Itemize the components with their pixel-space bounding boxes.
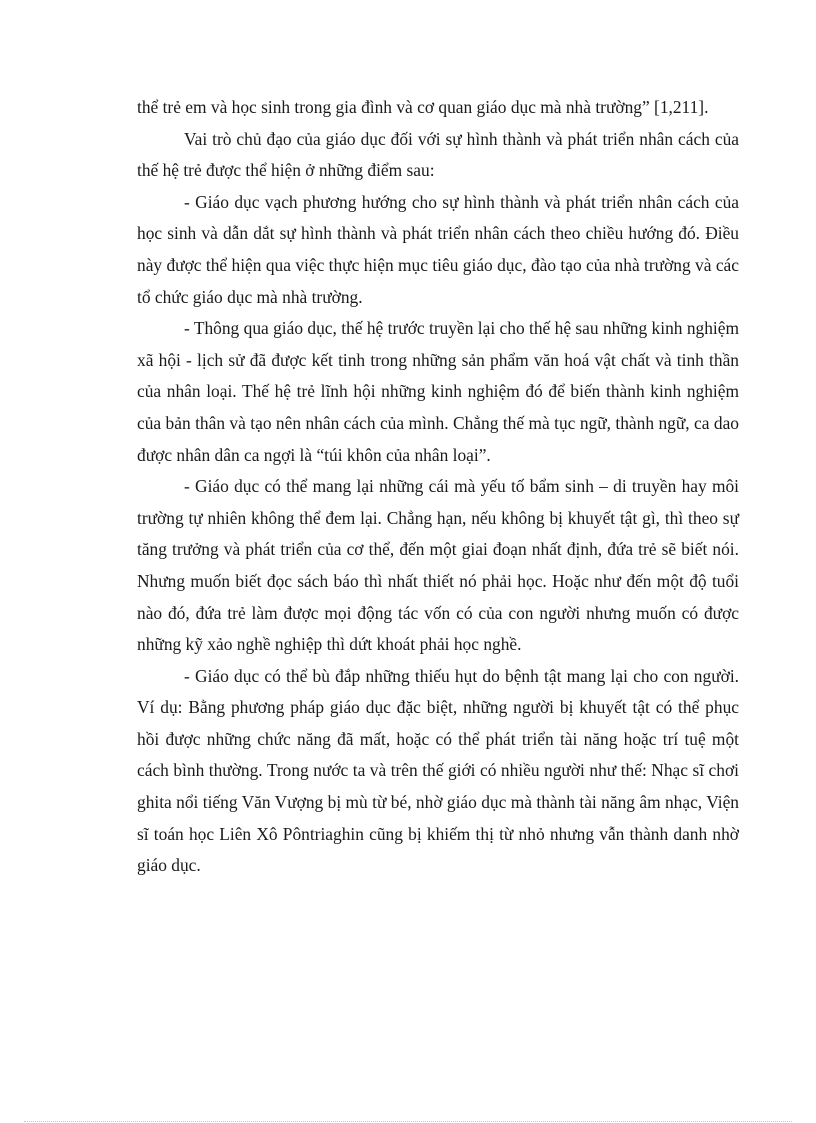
paragraph-continuation: thể trẻ em và học sinh trong gia đình và cơ quan giáo dục mà nhà trường” [1,211]. [137, 97, 709, 117]
paragraph-compensation: - Giáo dục có thể bù đắp những thiếu hụt do bệnh tật mang lại cho con người. Ví dụ: Bằng phương pháp giáo dục đặc biệt, những người bị khuyết tật có thể phục hồi được những chức năng đã mất, hoặc có thể phát triển tài năng hoặc trí tuệ một cách bình thường. Trong nước ta và trên thế giới có nhiều người như thế: Nhạc sĩ chơi ghita nổi tiếng Văn Vượng bị mù từ bé, nhờ giáo dục mà thành tài năng âm nhạc, Viện sĩ toán học Liên Xô Pôntriaghin cũng bị khiếm thị từ nhỏ nhưng vẫn thành danh nhờ giáo dục. [137, 665, 739, 876]
paragraph-experience: - Thông qua giáo dục, thế hệ trước truyền lại cho thế hệ sau những kinh nghiệm xã hội - lịch sử đã được kết tinh trong những sản phẩm văn hoá vật chất và tinh thần của nhân loại. Thế hệ trẻ lĩnh hội những kinh nghiệm đó để biến thành kinh nghiệm của bản thân và tạo nên nhân cách của mình. Chẳng thế mà tục ngữ, thành ngữ, ca dao được nhân dân ca ngợi là “túi khôn của nhân loại”. [137, 318, 739, 465]
page-bottom-rule [24, 1121, 792, 1122]
body-text [137, 92, 739, 882]
paragraph-orientation: - Giáo dục vạch phương hướng cho sự hình thành và phát triển nhân cách của học sinh và dẫn dắt sự hình thành và phát triển nhân cách theo chiều hướng đó. Điều này được thể hiện qua việc thực hiện mục tiêu giáo dục, đào tạo của nhà trường và các tổ chức giáo dục mà nhà trường. [137, 191, 739, 307]
paragraph-innate: - Giáo dục có thể mang lại những cái mà yếu tố bẩm sinh – di truyền hay môi trường tự nhiên không thể đem lại. Chẳng hạn, nếu không bị khuyết tật gì, thì theo sự tăng trưởng và phát triển của cơ thể, đến một giai đoạn nhất định, đứa trẻ sẽ biết nói. Nhưng muốn biết đọc sách báo thì nhất thiết nó phải học. Hoặc như đến một độ tuổi nào đó, đứa trẻ làm được mọi động tác vốn có của con người nhưng muốn có được những kỹ xảo nghề nghiệp thì dứt khoát phải học nghề. [137, 476, 739, 655]
paragraph-intro: Vai trò chủ đạo của giáo dục đối với sự hình thành và phát triển nhân cách của thế hệ trẻ được thể hiện ở những điểm sau: [137, 128, 739, 181]
